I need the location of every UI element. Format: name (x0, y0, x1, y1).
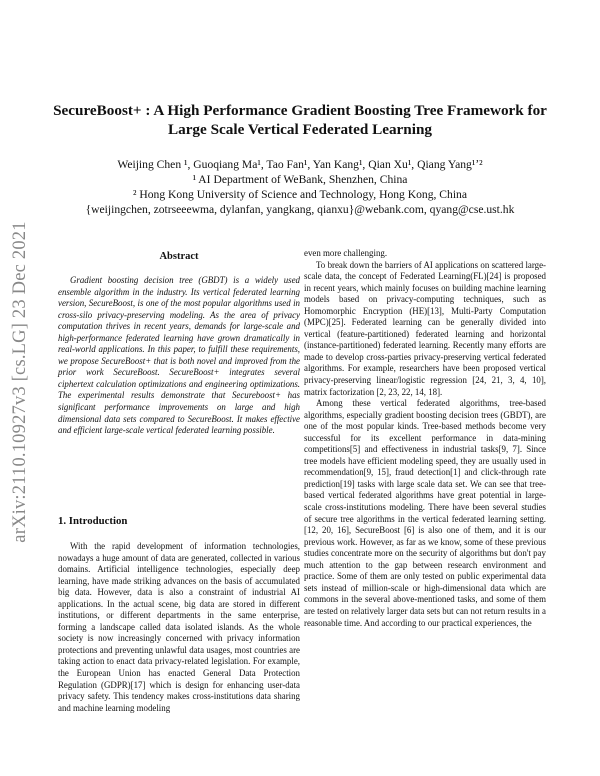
abstract-heading: Abstract (159, 251, 199, 262)
intro-paragraph-1: With the rapid development of information technologies, nowadays a huge amount of data are generated, collected in various domains. Artificial intelligence technologies, especially deep learning, have made striking advances on the basis of accumulated big data. However, data is also a constraint of industrial AI applications. In the actual scene, big data are stored in different institutions, or different departments in the same enterprise, forming a landscape called data isolated islands. As the whole society is now increasingly concerned with privacy information protections and preventing unlawful data usages, most countries are taking action to enact data privacy-related legislation. For example, the European Union has enacted General Data Protection Regulation (GDPR)[17] which is design for enhancing user-data privacy safety. This tendency makes cross-institutions data sharing and machine learning modeling (58, 541, 300, 713)
intro-paragraph-3: Among these vertical federated algorithms, tree-based algorithms, especially gradient boosting decision trees (GBDT), are one of the most popular kinds. Tree-based methods become very successful for its excellent performance in data-mining competitions[5] and effectiveness in industrial tasks[9, 7]. Since tree models have efficient modeling speed, they are usually used in recommendation[9, 15], fraud detection[1] and click-through rate prediction[19] tasks with large scale data set. We can see that tree-based vertical federated algorithms have great potential in large-scale cross-institutions modeling. There have been several studies of secure tree algorithms in the vertical federated learning setting.[12, 20, 16], SecureBoost [6] is also one of them, and it is our previous work. However, as far as we know, some of these previous studies concentrate more on the security of algorithms but don't pay much attention to the gap between research environment and practice. Some of them are only tested on public experimental data sets instead of million-scale or high-dimensional data which are commons in the several above-mentioned tasks, and some of them are tested on relatively larger data sets but can not return results in a reasonable time. And according to our practical experiences, the (304, 398, 546, 628)
arxiv-stamp: arXiv:2110.10927v3 [cs.LG] 23 Dec 2021 (10, 221, 30, 543)
introduction-left-column (58, 541, 300, 714)
right-column (304, 248, 546, 629)
intro-paragraph-1-continued: even more challenging. (304, 248, 388, 258)
intro-paragraph-2: To break down the barriers of AI applications on scattered large-scale data, the concept of Federated Learning(FL)[24] is proposed in recent years, which mainly focuses on building machine learning models based on privacy-computing techniques, such as Homomorphic Encryption (HE)[13], Multi-Party Computation (MPC)[25]. Federated learning can be generally divided into vertical (feature-partitioned) federated learning and horizontal (instance-partitioned) federated learning. Recently many efforts are made to develop cross-parties privacy-preserving vertical federated algorithms. For example, researchers have been proposed vertical privacy-preserving linear/logistic regression [24, 21, 3, 4, 10], matrix factorization [2, 23, 22, 14, 18]. (304, 259, 546, 397)
author-list: Weijing Chen ¹, Guoqiang Ma¹, Tao Fan¹, Yan Kang¹, Qian Xu¹, Qiang Yang¹ʼ² (117, 158, 483, 171)
section-heading-introduction: 1. Introduction (58, 515, 128, 527)
paper-title: SecureBoost+ : A High Performance Gradient Boosting Tree Framework for Large Scale Vertical Federated Learning (53, 102, 547, 138)
author-block (40, 157, 560, 217)
affiliation-1: ¹ AI Department of WeBank, Shenzhen, China (192, 173, 408, 186)
abstract (58, 275, 300, 437)
abstract-text: Gradient boosting decision tree (GBDT) is a widely used ensemble algorithm in the industry. Its vertical federated learning version, SecureBoost, is one of the most popular algorithms used in cross-silo privacy-preserving modeling. As the area of privacy computation thrives in recent years, demands for large-scale and high-performance federated learning have grown dramatically in real-world applications. In this paper, to fulfill these requirements, we propose SecureBoost+ that is both novel and improved from the prior work SecureBoost. SecureBoost+ integrates several ciphertext calculation optimizations and engineering optimizations. The experimental results demonstrate that Secureboost+ has significant performance improvements on large and high dimensional data sets compared to SecureBoost. It makes effective and efficient large-scale vertical federated learning possible. (58, 275, 300, 436)
author-emails: {weijingchen, zotrseeewma, dylanfan, yangkang, qianxu}@webank.com, qyang@cse.ust.hk (85, 203, 515, 216)
affiliation-2: ² Hong Kong University of Science and Technology, Hong Kong, China (133, 188, 467, 201)
